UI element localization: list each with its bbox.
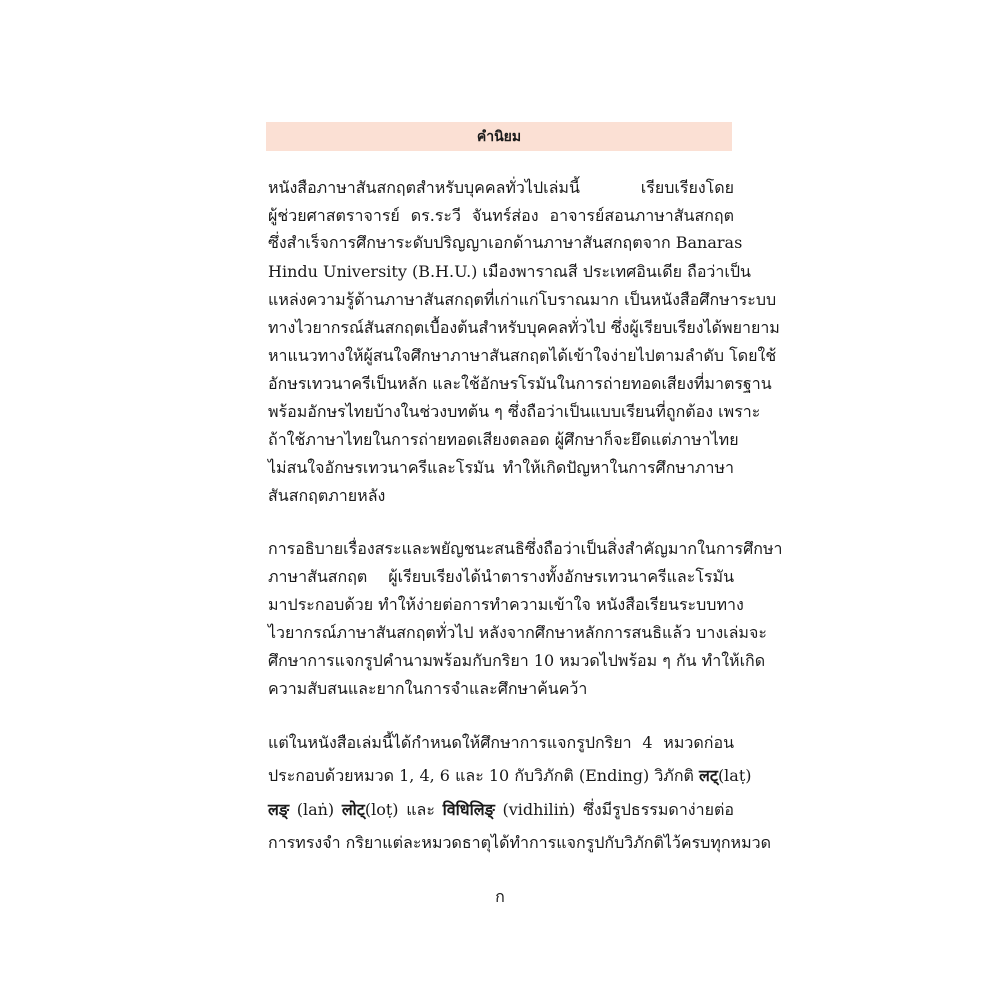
paragraph-line: ไม่สนใจอักษรเทวนาครีและโรมัน ทำให้เกิดปัญหาในการศึกษาภาษา [268,458,734,477]
paragraph-line: ไวยากรณ์ภาษาสันสกฤตทั่วไป หลังจากศึกษาหลักการสนธิแล้ว บางเล่มจะ [268,623,767,642]
paragraph-line: หนังสือภาษาสันสกฤตสำหรับบุคคลทั่วไปเล่มนี้ เรียบเรียงโดย [268,178,734,197]
paragraph-line: Hindu University (B.H.U.) เมืองพาราณสี ประเทศอินเดีย ถือว่าเป็น [268,262,751,281]
devanagari-term: लोट् [341,800,365,819]
paragraph-line: ทางไวยากรณ์สันสกฤตเบื้องต้นสำหรับบุคคลทั่วไป ซึ่งผู้เรียบเรียงได้พยายาม [268,318,780,337]
page-number: ก [495,887,505,906]
paragraph-line [268,800,734,820]
paragraph-line: ความสับสนและยากในการจำและศึกษาค้นคว้า [268,679,588,698]
paragraph-line: หาแนวทางให้ผู้สนใจศึกษาภาษาสันสกฤตได้เข้าใจง่ายไปตามลำดับ โดยใช้ [268,346,777,365]
paragraph-line: การทรงจำ กริยาแต่ละหมวดธาตุได้ทำการแจกรูปกับวิภักติไว้ครบทุกหมวด [268,833,772,852]
roman-term: (loṭ) [364,800,399,819]
roman-term: (laṅ) [296,800,335,819]
paragraph-line: การอธิบายเรื่องสระและพยัญชนะสนธิซึ่งถือว่าเป็นสิ่งสำคัญมากในการศึกษา [268,539,783,558]
devanagari-term: विधिलिङ् [442,800,495,819]
paragraph-line: ซึ่งสำเร็จการศึกษาระดับปริญญาเอกด้านภาษาสันสกฤตจาก Banaras [268,233,743,252]
paragraph-line [268,766,752,786]
conjunction-text: และ [406,800,435,819]
paragraph-line: ถ้าใช้ภาษาไทยในการถ่ายทอดเสียงตลอด ผู้ศึกษาก็จะยึดแต่ภาษาไทย [268,430,739,449]
paragraph-line: แหล่งความรู้ด้านภาษาสันสกฤตที่เก่าแก่โบราณมาก เป็นหนังสือศึกษาระบบ [268,290,777,309]
paragraph-line: ภาษาสันสกฤต ผู้เรียบเรียงได้นำตารางทั้งอักษรเทวนาครีและโรมัน [268,567,734,586]
title-banner [266,122,732,151]
paragraph-line: พร้อมอักษรไทยบ้างในช่วงบทต้น ๆ ซึ่งถือว่าเป็นแบบเรียนที่ถูกต้อง เพราะ [268,402,761,421]
line-text: ซึ่งมีรูปธรรมดาง่ายต่อ [582,800,734,819]
paragraph-line: อักษรเทวนาครีเป็นหลัก และใช้อักษรโรมันในการถ่ายทอดเสียงที่มาตรฐาน [268,374,772,393]
devanagari-term: लट् [699,766,718,785]
page-title: คำนิยม [476,128,522,145]
roman-term: (laṭ) [717,766,752,785]
line-text: ประกอบด้วยหมวด 1, 4, 6 และ 10 กับวิภักติ (Ending) วิภักติ [268,766,694,785]
paragraph-line: สันสกฤตภายหลัง [268,486,386,505]
roman-term: (vidhiliṅ) [502,800,576,819]
paragraph-line: แต่ในหนังสือเล่มนี้ได้กำหนดให้ศึกษาการแจกรูปกริยา 4 หมวดก่อน [268,733,734,752]
paragraph-line: มาประกอบด้วย ทำให้ง่ายต่อการทำความเข้าใจ หนังสือเรียนระบบทาง [268,595,744,614]
devanagari-term: लङ् [268,800,290,819]
paragraph-line: ศึกษาการแจกรูปคำนามพร้อมกับกริยา 10 หมวดไปพร้อม ๆ กัน ทำให้เกิด [268,651,766,670]
paragraph-line: ผู้ช่วยศาสตราจารย์ ดร.ระวี จันทร์ส่อง อาจารย์สอนภาษาสันสกฤต [268,206,734,225]
